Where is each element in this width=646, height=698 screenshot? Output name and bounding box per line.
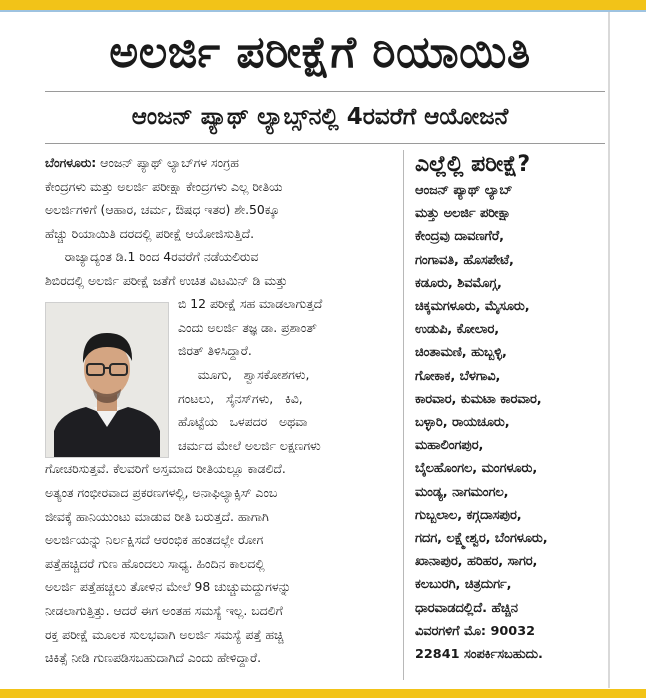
article-block-1 <box>45 175 288 293</box>
sidebar-line: ಕಲಬುರಗಿ, ಚಿತ್ರದುರ್ಗ, <box>415 577 512 593</box>
headline-rule <box>45 91 605 92</box>
portrait-image <box>46 303 168 457</box>
article-line: ಹೊಟ್ಟೆಯ ಒಳಪದರ ಅಥವಾ <box>178 414 308 430</box>
article-line: ಅಲರ್ಜಿ ಪತ್ತೆಹಚ್ಚಲು ತೋಳಿನ ಮೇಲೆ 98 ಚುಚ್ಚುಮದ್ದುಗಳನ್ನು <box>45 579 292 595</box>
article-line: ಬಿ 12 ಪರೀಕ್ಷೆ ಸಹ ಮಾಡಲಾಗುತ್ತದೆ <box>178 296 323 312</box>
sidebar-body <box>415 179 548 666</box>
article-line: ರಾಜ್ಯಾದ್ಯಂತ ಡಿ.1 ರಿಂದ 4ರವರೆಗೆ ನಡೆಯಲಿರುವ <box>45 249 259 265</box>
sidebar-line: ಚಿಂತಾಮಣಿ, ಹುಬ್ಬಳ್ಳಿ, <box>415 345 507 361</box>
headline: ಅಲರ್ಜಿ ಪರೀಕ್ಷೆಗೆ ರಿಯಾಯಿತಿ <box>109 27 531 78</box>
doctor-photo <box>45 302 169 458</box>
sidebar-line: ಉಡುಪಿ, ಕೋಲಾರ, <box>415 322 500 338</box>
article-line: ರಕ್ತ ಪರೀಕ್ಷೆ ಮೂಲಕ ಸುಲಭವಾಗಿ ಅಲರ್ಜಿ ಸಮಸ್ಯೆ ಪತ್ತೆ ಹಚ್ಚಿ <box>45 626 284 642</box>
article-block-2 <box>178 292 322 457</box>
subheadline-rule <box>45 143 605 144</box>
column-divider <box>403 150 404 680</box>
sidebar-line: ಕಾರವಾರ, ಕುಮಟಾ ಕಾರವಾರ, <box>415 391 542 407</box>
article-line: ಆಂಜನ್ ಪ್ಯಾಥ್ ಲ್ಯಾಬ್‌ಗಳ ಸಂಗ್ರಹ <box>96 155 239 170</box>
sidebar-line: ಕಡೂರು, ಶಿವಮೊಗ್ಗ, <box>415 275 502 291</box>
article-block-3 <box>45 457 291 669</box>
article-line: ಚಿಕಿತ್ಸೆ ನೀಡಿ ಗುಣಪಡಿಸಬಹುದಾಗಿದೆ ಎಂದು ಹೇಳಿದ್ದಾರೆ. <box>45 650 262 666</box>
sidebar-line: ಬೈಲಹೊಂಗಲ, ಮಂಗಳೂರು, <box>415 461 538 477</box>
article-line: ಗಂಟಲು, ಸೈನಸ್‌ಗಳು, ಕಿವಿ, <box>178 390 303 406</box>
bottom-accent-bar <box>0 689 646 698</box>
sidebar-line: ಗಂಗಾವತಿ, ಹೊಸಪೇಟೆ, <box>415 252 514 268</box>
article-line: ಹೆಚ್ಚು ರಿಯಾಯಿತಿ ದರದಲ್ಲಿ ಪರೀಕ್ಷೆ ಆಯೋಜಿಸುತ್ತಿದೆ. <box>45 225 255 241</box>
sidebar-line: ಮಂಡ್ಯ, ನಾಗಮಂಗಲ, <box>415 484 509 500</box>
article-line: ಚರ್ಮದ ಮೇಲೆ ಅಲರ್ಜಿ ಲಕ್ಷಣಗಳು <box>178 437 321 453</box>
article-line: ಕೇಂದ್ರಗಳು ಮತ್ತು ಅಲರ್ಜಿ ಪರೀಕ್ಷಾ ಕೇಂದ್ರಗಳು ಎಲ್ಲ ರೀತಿಯ <box>45 178 283 194</box>
sidebar-line: ಚಿಕ್ಕಮಗಳೂರು, ಮೈಸೂರು, <box>415 299 530 315</box>
sidebar-line: ಕೇಂದ್ರವು ದಾವಣಗೆರೆ, <box>415 229 504 245</box>
subheadline: ಆಂಜನ್ ಪ್ಯಾಥ್ ಲ್ಯಾಬ್ಸ್‌ನಲ್ಲಿ 4ರವರೆಗೆ ಆಯೋಜನೆ <box>131 104 509 130</box>
article-line: ನೀಡಲಾಗುತ್ತಿತ್ತು. ಆದರೆ ಈಗ ಅಂತಹ ಸಮಸ್ಯೆ ಇಲ್ಲ. ಬದಲಿಗೆ <box>45 602 283 618</box>
sidebar-line: 22841 ಸಂಪರ್ಕಿಸಬಹುದು. <box>415 647 543 663</box>
sidebar-line: ಬಳ್ಳಾರಿ, ರಾಯಚೂರು, <box>415 415 510 431</box>
sidebar-line: ಮತ್ತು ಅಲರ್ಜಿ ಪರೀಕ್ಷಾ <box>415 206 511 222</box>
sidebar-line: ಗದಗ, ಲಕ್ಷ್ಮೇಶ್ವರ, ಬೆಂಗಳೂರು, <box>415 531 548 547</box>
article-line: ಶಿಬಿರದಲ್ಲಿ ಅಲರ್ಜಿ ಪರೀಕ್ಷೆ ಜತೆಗೆ ಉಚಿತ ವಿಟಮಿನ್ ಡಿ ಮತ್ತು <box>45 272 288 288</box>
article-line: ಜೀವಕ್ಕೆ ಹಾನಿಯುಂಟು ಮಾಡುವ ರೀತಿ ಬರುತ್ತದೆ. ಹಾಗಾಗಿ <box>45 508 269 524</box>
sidebar-line: ಗುಬ್ಬಲಾಲ, ಕಗ್ಗದಾಸಪುರ, <box>415 507 522 523</box>
sidebar-line: ಖಾನಾಪುರ, ಹರಿಹರ, ಸಾಗರ, <box>415 554 538 570</box>
sidebar-title: ಎಲ್ಲೆಲ್ಲಿ ಪರೀಕ್ಷೆ? <box>415 152 531 177</box>
sidebar-line: ಮಹಾಲಿಂಗಪುರ, <box>415 438 484 454</box>
sidebar-line: ಆಂಜನ್ ಪ್ಯಾಥ್ ಲ್ಯಾಬ್ <box>415 183 513 198</box>
article-line: ಅತ್ಯಂತ ಗಂಭೀರವಾದ ಪ್ರಕರಣಗಳಲ್ಲಿ, ಅನಾಫಿಲ್ಯಾಕ್ಸಿಸ್ ಎಂಬ <box>45 484 278 500</box>
top-blue-line <box>0 10 646 12</box>
article-first-line <box>45 151 239 175</box>
dateline: ಬೆಂಗಳೂರು: <box>45 155 97 170</box>
article-line: ಗೋಚರಿಸುತ್ತವೆ. ಕೆಲವರಿಗೆ ಅಸ್ತಮಾದ ರೀತಿಯಲ್ಲೂ ಕಾಡಲಿದೆ. <box>45 461 286 477</box>
sidebar-line: ಧಾರವಾಡದಲ್ಲಿದೆ. ಹೆಚ್ಚಿನ <box>415 600 518 616</box>
sidebar-line: ಗೋಕಾಕ, ಬೆಳಗಾವಿ, <box>415 368 501 384</box>
article-line: ಮೂಗು, ಶ್ವಾಸಕೋಶಗಳು, <box>178 366 310 382</box>
article-line: ಅಲರ್ಜಿಯನ್ನು ನಿರ್ಲಕ್ಷಿಸದೆ ಆರಂಭಿಕ ಹಂತದಲ್ಲೇ ರೋಗ <box>45 532 264 548</box>
top-accent-bar <box>0 0 646 10</box>
article-line: ಅಲರ್ಜಿಗಳಿಗೆ (ಆಹಾರ, ಚರ್ಮ, ಔಷಧ ಇತರ) ಶೇ.50ಕ್ಕೂ <box>45 202 280 218</box>
article-line: ಪತ್ತೆಹಚ್ಚಿದರೆ ಗುಣ ಹೊಂದಲು ಸಾಧ್ಯ. ಹಿಂದಿನ ಕಾಲದಲ್ಲಿ <box>45 555 265 571</box>
sidebar-line: ವಿವರಗಳಿಗೆ ಮೊ: 90032 <box>415 623 536 639</box>
article-line: ಜಿರತ್ ತಿಳಿಸಿದ್ದಾರೆ. <box>178 343 252 359</box>
article-line: ಎಂದು ಅಲರ್ಜಿ ತಜ್ಞ ಡಾ. ಪ್ರಶಾಂತ್ <box>178 319 317 335</box>
